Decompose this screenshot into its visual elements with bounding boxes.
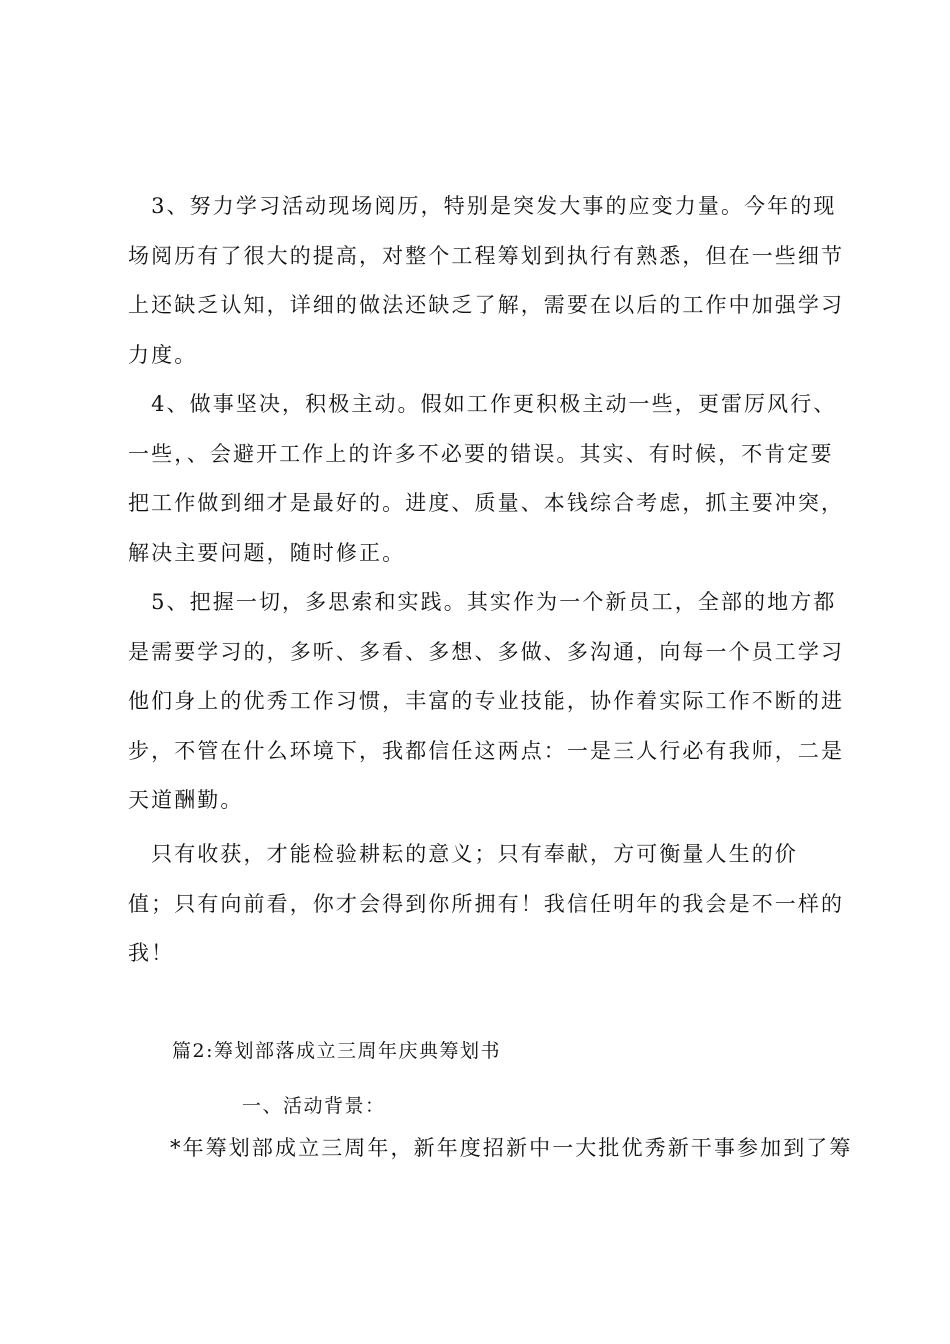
text-line: 值；只有向前看，你才会得到你所拥有！我信任明年的我会是不一样的 bbox=[128, 891, 845, 916]
text-line: 步，不管在什么环境下，我都信任这两点：一是三人行必有我师，二是 bbox=[128, 738, 845, 763]
text-line: 天道酬勤。 bbox=[128, 788, 244, 812]
text-line: 解决主要问题，随时修正。 bbox=[128, 540, 406, 565]
paragraph-conclusion bbox=[128, 830, 845, 979]
text-line: 把工作做到细才是最好的。进度、质量、本钱综合考虑，抓主要冲突， bbox=[128, 491, 845, 515]
text-line: 上还缺乏认知，详细的做法还缺乏了解，需要在以后的工作中加强学习 bbox=[128, 293, 845, 317]
paragraph-3 bbox=[128, 182, 845, 380]
text-line: 一些，、会避开工作上的许多不必要的错误。其实、有时候，不肯定要 bbox=[128, 441, 834, 466]
text-line: 4、做事坚决，积极主动。假如工作更积极主动一些，更雷厉风行、 bbox=[128, 392, 837, 416]
text-line: 他们身上的优秀工作习惯，丰富的专业技能，协作着实际工作不断的进 bbox=[128, 689, 845, 713]
paragraph-background bbox=[170, 1124, 853, 1174]
paragraph-5 bbox=[128, 578, 845, 826]
section-title: 篇2:筹划部落成立三周年庆典筹划书 bbox=[172, 1040, 501, 1062]
text-line: *年筹划部成立三周年，新年度招新中一大批优秀新干事参加到了筹 bbox=[170, 1136, 853, 1160]
text-line: 只有收获，才能检验耕耘的意义；只有奉献，方可衡量人生的价 bbox=[128, 842, 798, 866]
text-line: 是需要学习的，多听、多看、多想、多做、多沟通，向每一个员工学习 bbox=[128, 639, 845, 664]
subsection-title: 一、活动背景： bbox=[242, 1095, 386, 1117]
text-line: 我！ bbox=[128, 941, 175, 965]
text-line: 5、把握一切，多思索和实践。其实作为一个新员工，全部的地方都 bbox=[128, 590, 837, 614]
text-line: 3、努力学习活动现场阅历，特别是突发大事的应变力量。今年的现 bbox=[128, 194, 837, 218]
text-line: 力度。 bbox=[128, 342, 198, 367]
paragraph-4 bbox=[128, 380, 845, 578]
text-line: 场阅历有了很大的提高，对整个工程筹划到执行有熟悉，但在一些细节 bbox=[128, 243, 845, 268]
